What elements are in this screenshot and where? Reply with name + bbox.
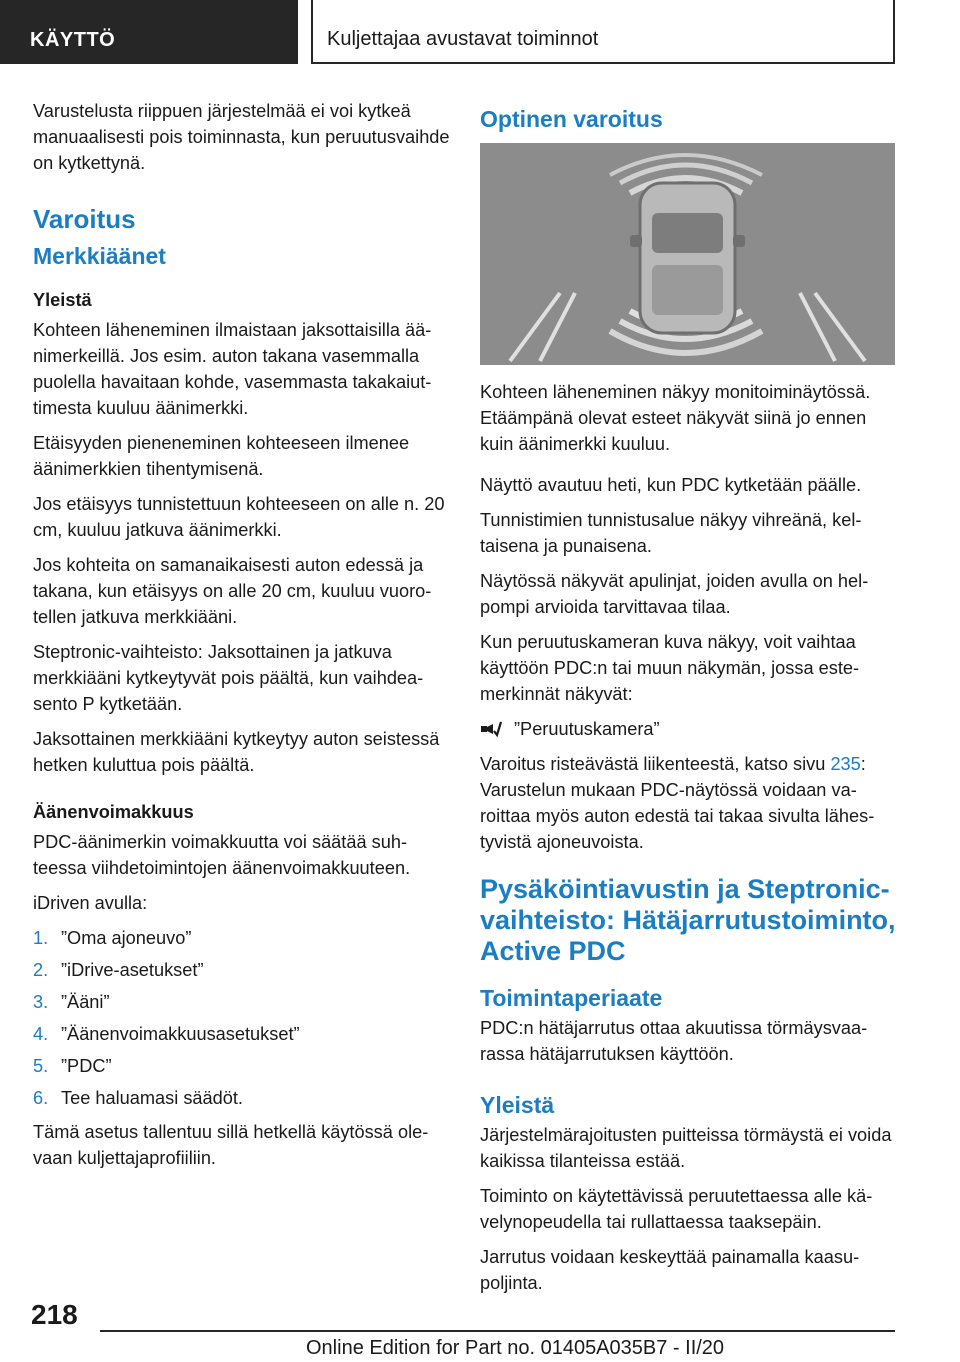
step-text: ”Oma ajoneuvo” xyxy=(61,928,192,948)
chapter-tab xyxy=(0,0,298,64)
paragraph: Näytössä näkyvät apulinjat, joiden avulla on helpompi arvioida tarvittavaa tilaa. xyxy=(480,571,869,617)
camera-menu-label: ”Peruutuskamera” xyxy=(514,719,660,739)
heading-varoitus: Varoitus xyxy=(33,204,136,234)
edition-text: Online Edition for Part no. 01405A035B7 - II/20 xyxy=(306,1337,725,1359)
step-number: 2. xyxy=(33,960,49,980)
list-item xyxy=(33,989,453,1015)
paragraph: Kohteen läheneminen näkyy monitoiminäytössä. Etäämpänä olevat esteet näkyvät siinä jo ennen kuin äänimerkki kuuluu. xyxy=(480,382,871,454)
left-column xyxy=(33,98,453,1180)
steps-list xyxy=(33,925,453,1111)
step-text: ”PDC” xyxy=(61,1056,112,1076)
list-item xyxy=(33,925,453,951)
step-number: 1. xyxy=(33,928,49,948)
heading-toimintaperiaate: Toimintaperiaate xyxy=(480,985,663,1011)
paragraph: Jos etäisyys tunnistettuun kohteeseen on alle n. 20 cm, kuuluu jatkuva äänimerkki. xyxy=(33,494,445,540)
paragraph: Kun peruutuskameran kuva näkyy, voit vaihtaa käyttöön PDC:n tai muun näkymän, jossa estemerkinnät näkyvät: xyxy=(480,632,860,704)
paragraph: Steptronic-vaihteisto: Jaksottainen ja jatkuva merkkiääni kytkeytyvät pois päältä, kun vaihdeasento P kytketään. xyxy=(33,642,424,714)
paragraph: Tunnistimien tunnistusalue näkyy vihreänä, keltaisena ja punaisena. xyxy=(480,510,862,556)
list-item xyxy=(33,1053,453,1079)
section-title: Kuljettajaa avustavat toiminnot xyxy=(327,28,599,50)
step-text: ”Ääni” xyxy=(61,992,110,1012)
page-number: 218 xyxy=(31,1299,78,1330)
list-item xyxy=(33,957,453,983)
list-item xyxy=(33,1021,453,1047)
reference-text: Varoitus risteävästä liikenteestä, katso sivu xyxy=(480,754,831,774)
reference-colon: : xyxy=(860,754,866,774)
cross-traffic-reference xyxy=(480,751,900,777)
heading-merkkiaanet: Merkkiäänet xyxy=(33,243,166,269)
step-number: 4. xyxy=(33,1024,49,1044)
heading-pysakointiavustin: Pysäköintiavustin ja Steptronic-vaihteisto: Hätäjarrutustoiminto, Active PDC xyxy=(480,874,896,966)
paragraph: Toiminto on käytettävissä peruutettaessa alle kävelynopeudella tai rullattaessa taaksepäin. xyxy=(480,1186,873,1232)
step-number: 5. xyxy=(33,1056,49,1076)
paragraph: PDC:n hätäjarrutus ottaa akuutissa törmäysvaarassa hätäjarrutuksen käyttöön. xyxy=(480,1018,868,1064)
paragraph: Näyttö avautuu heti, kun PDC kytketään päälle. xyxy=(480,475,862,495)
step-text: Tee haluamasi säädöt. xyxy=(61,1088,243,1108)
rear-camera-icon xyxy=(480,719,502,739)
paragraph: Tämä asetus tallentuu sillä hetkellä käytössä olevaan kuljettajaprofiiliin. xyxy=(33,1122,429,1168)
paragraph: PDC-äänimerkin voimakkuutta voi säätää suhteessa viihdetoimintojen äänenvoimakkuuteen. xyxy=(33,832,411,878)
paragraph: Varustelun mukaan PDC-näytössä voidaan varoittaa myös auton edestä tai takaa sivulta lähestyvistä ajoneuvoista. xyxy=(480,780,875,852)
paragraph: Jos kohteita on samanaikaisesti auton edessä ja takana, kun etäisyys on alle 20 cm, kuuluu vuorotellen jatkuva merkkiääni. xyxy=(33,555,432,627)
paragraph: Kohteen läheneminen ilmaistaan jaksottaisilla äänimerkeillä. Jos esim. auton takana vasemmalla puolella havaitaan kohde, vasemmasta takakaiuttimesta kuuluu äänimerkki. xyxy=(33,320,432,418)
paragraph: Jarrutus voidaan keskeyttää painamalla kaasupoljinta. xyxy=(480,1247,860,1293)
step-number: 3. xyxy=(33,992,49,1012)
heading-optinen-varoitus: Optinen varoitus xyxy=(480,106,663,132)
footer-divider xyxy=(100,1330,895,1332)
intro-paragraph: Varustelusta riippuen järjestelmää ei voi kytkeä manuaalisesti pois toiminnasta, kun peruutusvaihde on kytkettynä. xyxy=(33,101,450,173)
camera-menu-item xyxy=(480,716,900,742)
right-column xyxy=(480,98,900,1305)
paragraph: Järjestelmärajoitusten puitteissa törmäystä ei voida kaikissa tilanteissa estää. xyxy=(480,1125,892,1171)
heading-yleista: Yleistä xyxy=(33,290,92,310)
heading-aanenvoimakkuus: Äänenvoimakkuus xyxy=(33,802,194,822)
heading-yleista-2: Yleistä xyxy=(480,1092,555,1118)
page-reference-link[interactable]: 235 xyxy=(830,754,861,774)
paragraph: Etäisyyden pieneneminen kohteeseen ilmenee äänimerkkien tihentymisenä. xyxy=(33,433,410,479)
pdc-display-illustration xyxy=(480,143,895,365)
footer-edition xyxy=(306,1337,724,1360)
paragraph: iDriven avulla: xyxy=(33,893,148,913)
car-sensor-graphic xyxy=(480,143,895,365)
paragraph: Jaksottainen merkkiääni kytkeytyy auton seistessä hetken kuluttua pois päältä. xyxy=(33,729,440,775)
chapter-title: KÄYTTÖ xyxy=(30,29,116,51)
section-header xyxy=(311,0,895,64)
step-text: ”iDrive-asetukset” xyxy=(61,960,204,980)
list-item xyxy=(33,1085,453,1111)
step-number: 6. xyxy=(33,1088,49,1108)
step-text: ”Äänenvoimakkuusasetukset” xyxy=(61,1024,300,1044)
